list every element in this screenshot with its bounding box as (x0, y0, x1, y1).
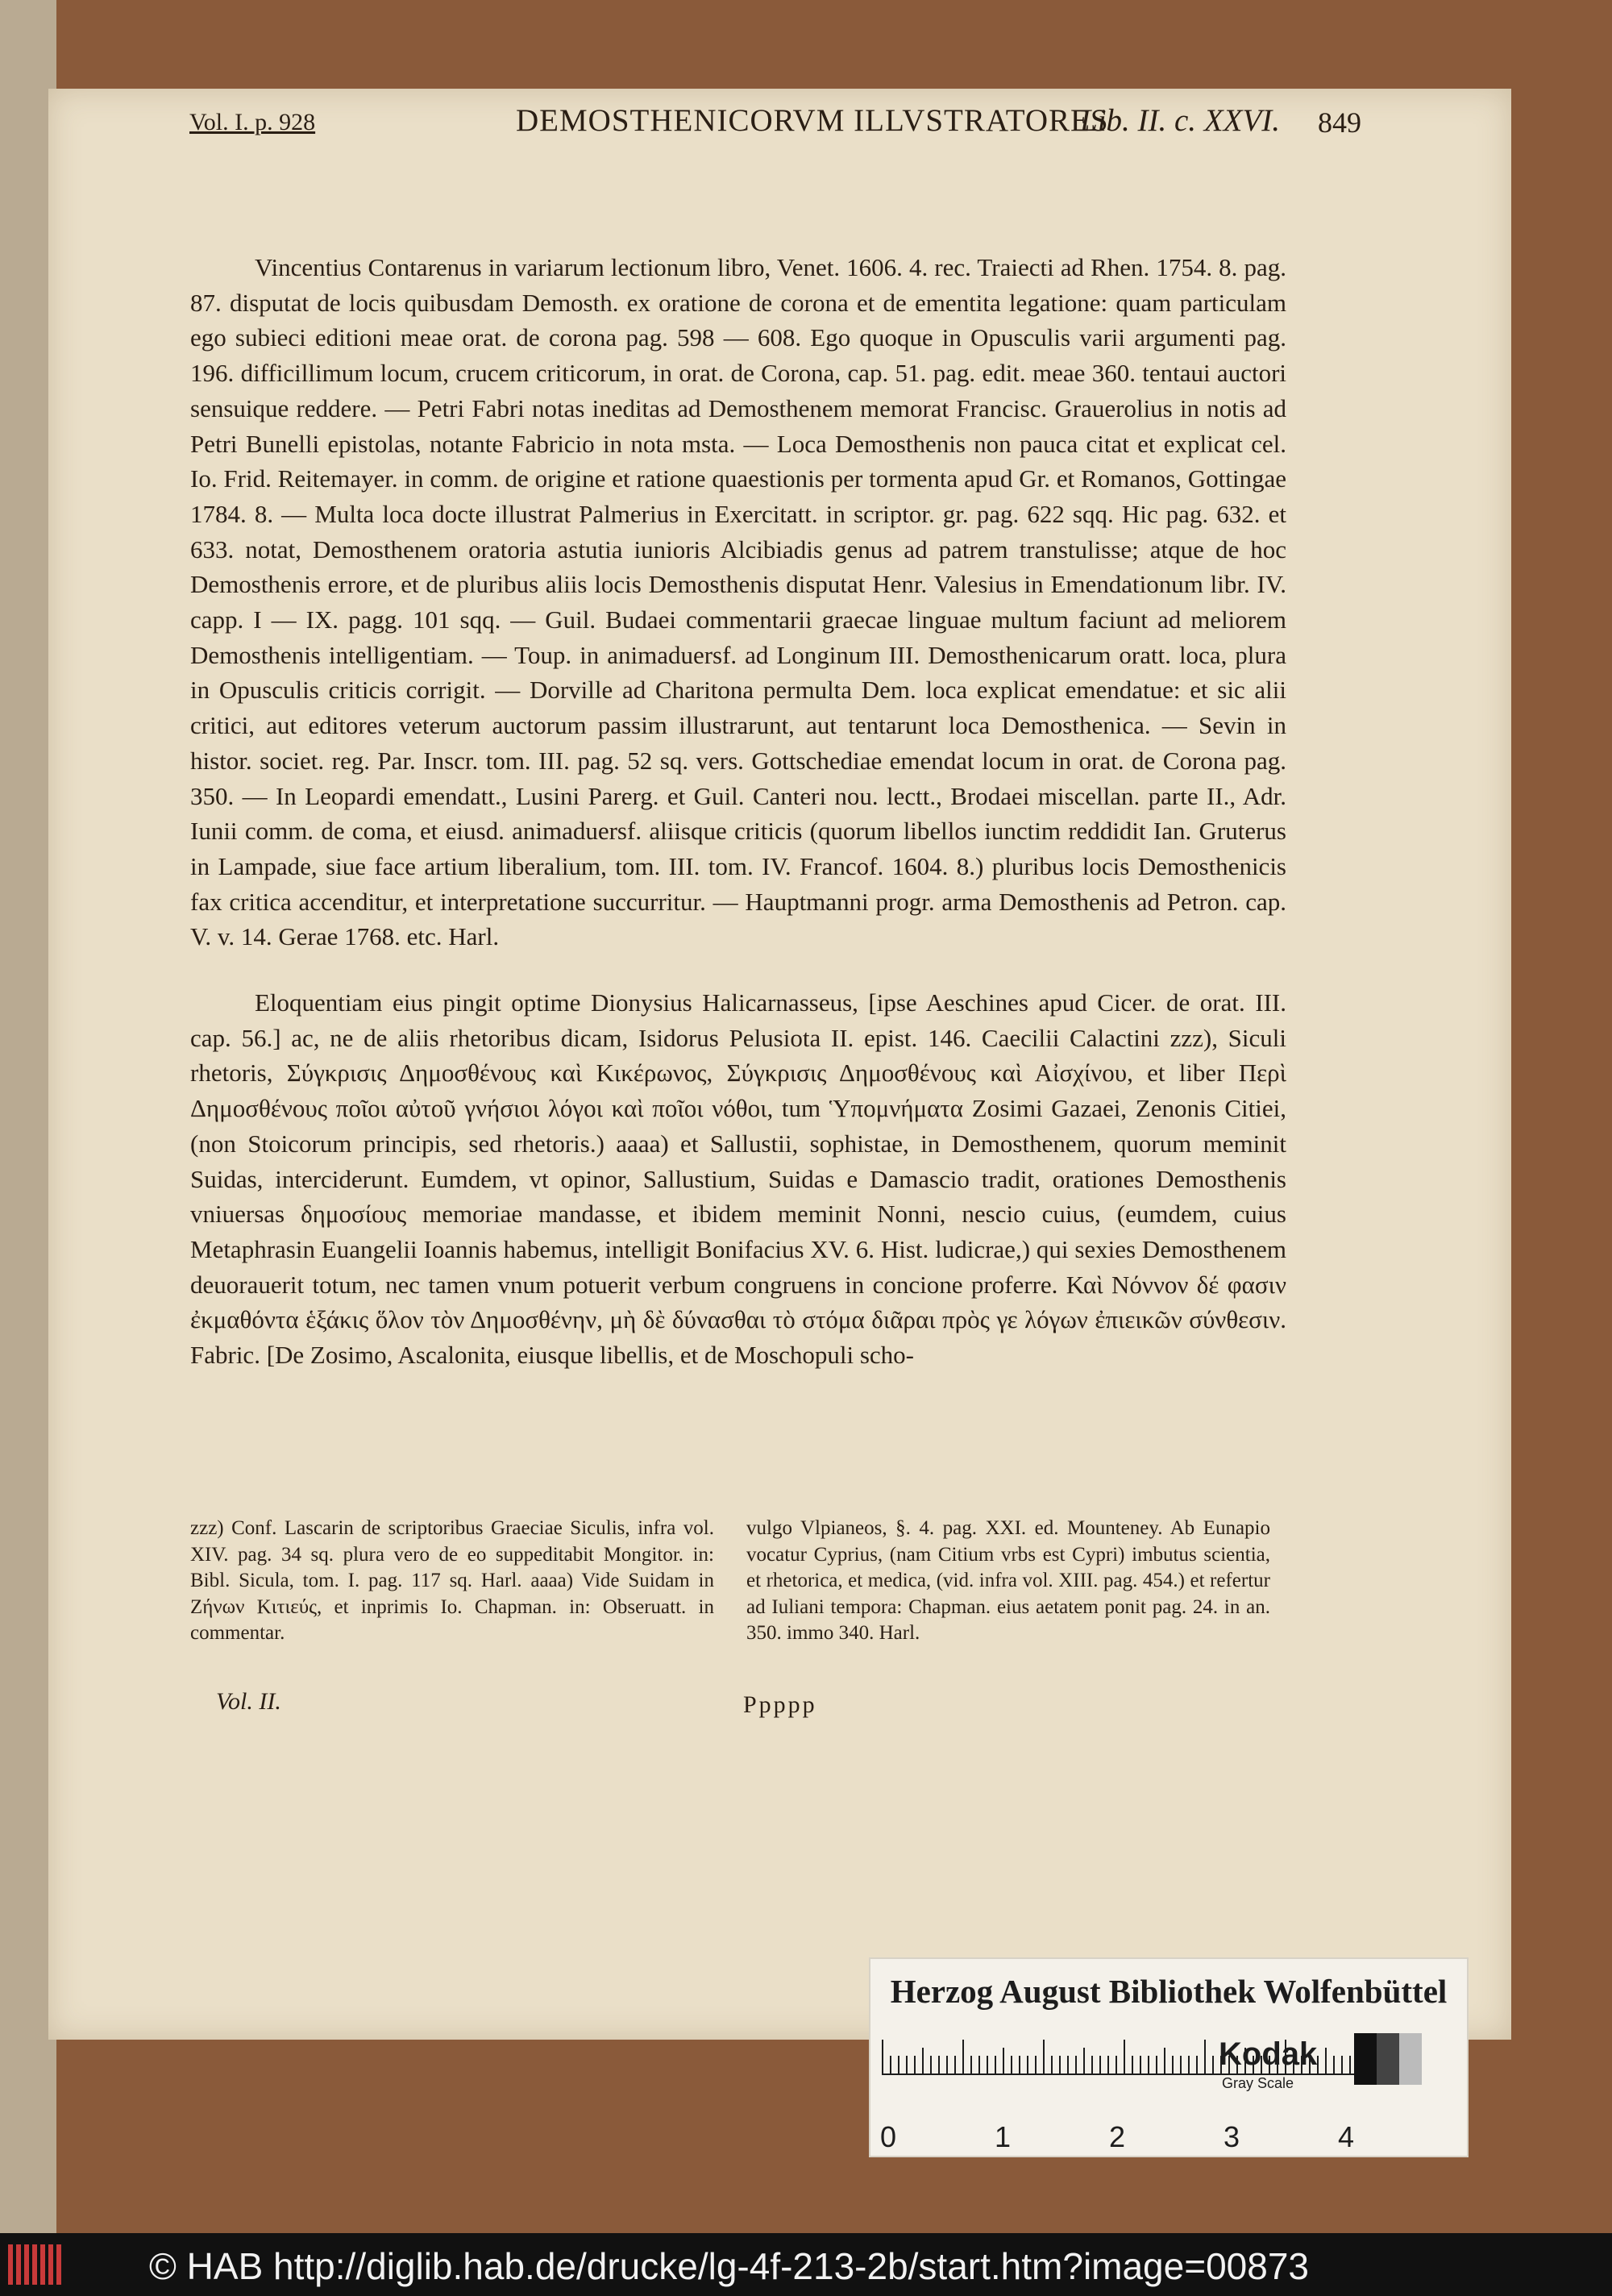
ruler-tick (1003, 2048, 1004, 2073)
ruler-number-2: 2 (1109, 2120, 1126, 2153)
paragraph-2: Eloquentiam eius pingit optime Dionysius Halicarnasseus, [ipse Aeschines apud Cicer. de orat. III. cap. 56.] ac, ne de aliis rhetoribus dicam, Isidorus Pelusiota II. epist. 146. Caecilii Calactini zzz), Siculi rhetoris, Σύγκρισις Δημοσθένους καὶ Κικέρωνος, Σύγκρισις Δημοσθένους καὶ Αἰσχίνου, et liber Περὶ Δημοσθένους ποῖοι αὐτοῦ γνήσιοι λόγοι καὶ ποῖοι νόθοι, tum Ὑπομνήματα Zosimi Gazaei, Zenonis Citiei, (non Stoicorum principis, sed rhetoris.) aaaa) et Sallustii, sophistae, in Demosthenem, quorum meminit Suidas, interciderunt. Eumdem, vt opinor, Sallustium, Suidas e Damascio tradit, orationes Demosthenis vniuersas δημοσίους memoriae mandasse, et ibidem meminit Nonni, nescio cuius, (eumdem, cuius Metaphrasin Euangelii Ioannis habemus, intelligit Bonifacius XV. 6. Hist. ludicrae,) qui sexies Demosthenem deuorauerit totum, nec tamen vnum potuerit verbum congruens in concione proferre. Καὶ Νόννον δέ φασιν ἐκμαθόντα ἑξάκις ὅλον τὸν Δημοσθένην, μὴ δὲ δύνασθαι τὸ στόμα διᾶραι πρὸς γε λόγων ἐπιεικῶν σύνθεσιν. Fabric. [De Zosimo, Ascalonita, eiusque libellis, et de Moschopuli scho- (190, 988, 1286, 1370)
ruler-tick (954, 2056, 956, 2073)
ruler-tick (898, 2056, 899, 2073)
ruler-tick (1043, 2040, 1045, 2073)
ruler-tick (1075, 2056, 1077, 2073)
ruler-tick (1333, 2056, 1335, 2073)
ruler-tick (1132, 2056, 1133, 2073)
ruler-tick (1091, 2056, 1093, 2073)
ruler-tick (1156, 2056, 1157, 2073)
ruler-tick (1196, 2056, 1198, 2073)
running-head (141, 103, 1361, 157)
ruler-tick (1116, 2056, 1117, 2073)
kodak-logo: Kodak (1219, 2036, 1318, 2072)
ruler-number-0: 0 (880, 2120, 897, 2153)
ruler-tick (978, 2056, 980, 2073)
running-head-chapter: Lib. II. c. XXVI. (1080, 103, 1281, 138)
ruler-tick (1204, 2040, 1206, 2073)
ruler-tick (1067, 2056, 1069, 2073)
ruler-tick (1148, 2056, 1149, 2073)
ruler-tick (930, 2056, 932, 2073)
ruler-tick (1099, 2056, 1101, 2073)
ruler-tick (1140, 2056, 1141, 2073)
ruler-tick (1325, 2048, 1327, 2073)
ruler-number-3: 3 (1224, 2120, 1240, 2153)
ruler-tick (995, 2056, 996, 2073)
ruler-tick (1124, 2040, 1125, 2073)
volume-signature: Vol. II. (216, 1688, 281, 1715)
ruler-tick (1083, 2048, 1085, 2073)
running-head-title: DEMOSTHENICORVM ILLVSTRATORES (516, 103, 1109, 138)
hab-logo-icon (8, 2244, 64, 2285)
footnote-left-column: zzz) Conf. Lascarin de scriptoribus Graeciae Siculis, infra vol. XIV. pag. 34 sq. plura vero de eo suppeditabit Mongitor. in: Bibl. Sicula, tom. I. pag. 117 sq. Harl. aaaa) Vide Suidam in Ζήνων Κιτιεύς, et inprimis Io. Chapman. in: Obseruatt. in commentar. (190, 1517, 714, 1644)
ruler-tick (1180, 2056, 1182, 2073)
ruler-tick (1027, 2056, 1028, 2073)
ruler-tick (1188, 2056, 1190, 2073)
running-head-left: Vol. I. p. 928 (189, 109, 316, 135)
dark-swatch (1377, 2033, 1399, 2085)
ruler-tick (938, 2056, 940, 2073)
ruler-tick (987, 2056, 988, 2073)
ruler-number-4: 4 (1338, 2120, 1355, 2153)
ruler-number-1: 1 (995, 2120, 1012, 2153)
ruler-tick (882, 2040, 883, 2073)
black-swatch (1354, 2033, 1377, 2085)
ruler-tick (1019, 2056, 1020, 2073)
library-name: Herzog August Bibliothek Wolfenbüttel (890, 1973, 1448, 2010)
ruler-tick (906, 2056, 908, 2073)
ruler-tick (962, 2040, 964, 2073)
library-color-card (869, 1957, 1469, 2157)
footer-bar (0, 2233, 1612, 2296)
page-number: 849 (1318, 106, 1361, 139)
light-swatch (1399, 2033, 1422, 2085)
footer-url: © HAB http://diglib.hab.de/drucke/lg-4f-213-2b/start.htm?image=00873 (149, 2245, 1310, 2287)
ruler-tick (1107, 2056, 1109, 2073)
ruler-tick (1341, 2056, 1343, 2073)
gathering-signature: Ppppp (743, 1691, 817, 1718)
ruler-tick (970, 2056, 972, 2073)
ruler-tick (1035, 2056, 1037, 2073)
ruler-tick (1059, 2056, 1061, 2073)
ruler-tick (1349, 2056, 1351, 2073)
gray-scale-label: Gray Scale (1222, 2075, 1294, 2091)
paragraph-1: Vincentius Contarenus in variarum lectionum libro, Venet. 1606. 4. rec. Traiecti ad Rhen. 1754. 8. pag. 87. disputat de locis quibusdam Demosth. ex oratione de corona et de ementita legatione: quam particulam ego subieci editioni meae orat. de corona pag. 598 — 608. Ego quoque in Opusculis varii argumenti pag. 196. difficillimum locum, crucem criticorum, in orat. de Corona, cap. 51. pag. edit. meae 360. tentaui auctori sensuique reddere. — Petri Fabri notas ineditas ad Demosthenem memorat Francisc. Grauerolius in notis ad Petri Bunelli epistolas, notante Fabricio in nota msta. — Loca Demosthenis non pauca citat et explicat cel. Io. Frid. Reitemayer. in comm. de origine et ratione quaestionis per tormenta apud Gr. et Romanos, Gottingae 1784. 8. — Multa loca docte illustrat Palmerius in Exercitatt. in scriptor. gr. pag. 622 sqq. Hic pag. 632. et 633. notat, Demosthenem oratoria astutia iunioris Alcibiadis genus ad patrem transtulisse; atque de hoc Demosthenis errore, et de pluribus aliis locis Demosthenis disputat Henr. Valesius in Emendationum libr. IV. capp. I — IX. pagg. 101 sqq. — Guil. Budaei commentarii graecae linguae multum faciunt ad meliorem Demosthenis intelligentiam. — Toup. in animaduersf. ad Longinum III. Demosthenicarum oratt. loca, plura in Opusculis criticis corrigit. — Dorville ad Charitona permulta Dem. loca explicat emendatue: et sic alii critici, aut editores veterum auctorum passim illustrarunt, aut tentarunt loca Demosthenica. — Sevin in histor. societ. reg. Par. Inscr. tom. III. pag. 52 sq. vers. Gottschediae emendat locum in orat. de Corona pag. 350. — In Leopardi emendatt., Lusini Parerg. et Guil. Canteri nou. lectt., Brodaei miscellan. parte II., Adr. Iunii comm. de coma, et eiusd. animaduersf. aliisque criticis (quorum libellos iunctim reddidit Ian. Gruterus in Lampade, siue face artium liberalium, tom. III. tom. IV. Francof. 1604. 8.) pluribus locis Demosthenicis fax critica accenditur, et interpretatione succurritur. — Hauptmanni progr. arma Demosthenis ad Petron. cap. V. v. 14. Gerae 1768. etc. Harl. (190, 253, 1286, 951)
ruler-tick (1011, 2056, 1012, 2073)
ruler-tick (1164, 2048, 1165, 2073)
ruler-tick (914, 2056, 916, 2073)
footnote-right-column: vulgo Vlpianeos, §. 4. pag. XXI. ed. Mounteney. Ab Eunapio vocatur Cyprius, (nam Citium vrbs est Cypri) imbutus scientia, et rhetorica, et medica, (vid. infra vol. XIII. pag. 454.) et refertur ad Iuliani tempora: Chapman. eius aetatem ponit pag. 24. in an. 350. immo 340. Harl. (746, 1517, 1270, 1644)
ruler-tick (890, 2056, 891, 2073)
ruler-tick (1317, 2056, 1319, 2073)
ruler-tick (1051, 2056, 1053, 2073)
main-text (190, 250, 1286, 1404)
ruler-tick (922, 2048, 924, 2073)
ruler-tick (1212, 2056, 1214, 2073)
ruler-tick (946, 2056, 948, 2073)
ruler-tick (1172, 2056, 1174, 2073)
